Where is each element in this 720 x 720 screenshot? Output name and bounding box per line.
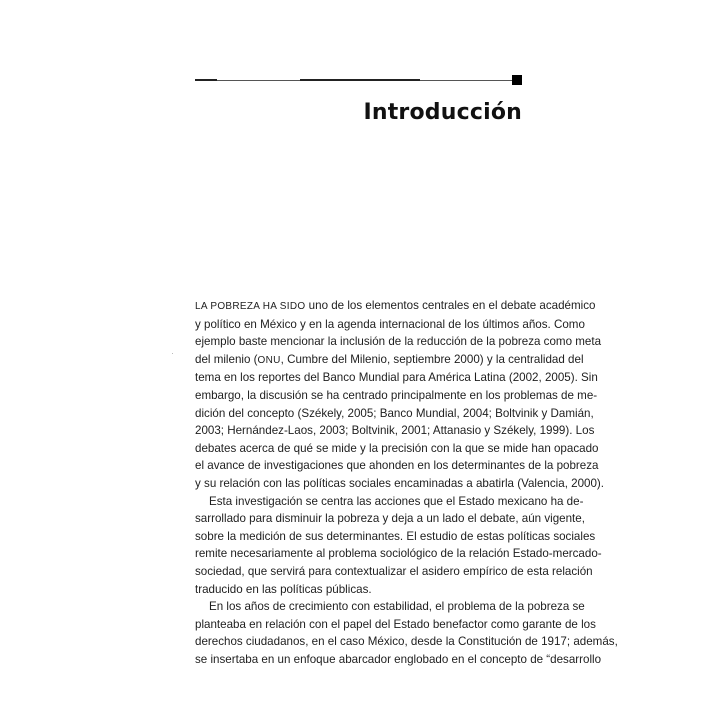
text-line: dición del concepto (Székely, 2005; Banco Mundial, 2004; Boltvinik y Damián,: [195, 406, 594, 420]
text-line: sobre la medición de sus determinantes. El estudio de estas políticas sociales: [195, 529, 596, 543]
text-line: ejemplo baste mencionar la inclusión de la reducción de la pobreza como meta: [195, 335, 602, 349]
paragraph-1: [195, 297, 605, 493]
text-line: LA POBREZA HA SIDO uno de los elementos centrales en el debate académico: [195, 299, 596, 312]
header-rule-square-marker: [512, 75, 522, 85]
text-line: sociedad, que servirá para contextualizar el asidero empírico de esta relación: [195, 564, 593, 578]
text-line: derechos ciudadanos, en el caso México, desde la Constitución de 1917; además,: [195, 635, 618, 649]
text-line: planteaba en relación con el papel del Estado benefactor como garante de los: [195, 617, 596, 631]
header-rule-segment: [300, 79, 420, 81]
text-line: 2003; Hernández-Laos, 2003; Boltvinik, 2001; Attanasio y Székely, 1999). Los: [195, 424, 595, 438]
text-line: Esta investigación se centra las acciones que el Estado mexicano ha de-: [209, 494, 584, 508]
text-line: y su relación con las políticas sociales encaminadas a abatirla (Valencia, 2000).: [195, 476, 605, 490]
chapter-body: [195, 297, 618, 668]
text-line: embargo, la discusión se ha centrado principalmente en los problemas de me-: [195, 388, 598, 402]
text-line: En los años de crecimiento con estabilidad, el problema de la pobreza se: [209, 600, 585, 614]
text-line: debates acerca de qué se mide y la precisión con la que se mide han opacado: [195, 441, 599, 455]
text-line: traducido en las políticas públicas.: [195, 582, 372, 596]
text-line: remite necesariamente al problema sociológico de la relación Estado-mercado-: [195, 547, 602, 561]
lead-smallcaps: LA POBREZA HA SIDO: [195, 301, 306, 312]
text-line: y político en México y en la agenda internacional de los últimos años. Como: [195, 317, 585, 331]
paragraph-3: [195, 598, 618, 668]
text-line: del milenio (ONU, Cumbre del Milenio, septiembre 2000) y la centralidad del: [195, 352, 584, 366]
text-line: el avance de investigaciones que ahonden en los determinantes de la pobreza: [195, 459, 599, 473]
scan-speck: [172, 353, 173, 354]
header-rule-segment: [195, 79, 217, 81]
text-line: sarrollado para disminuir la pobreza y deja a un lado el debate, aún vigente,: [195, 512, 585, 526]
abbreviation-onu: ONU: [257, 354, 281, 366]
chapter-title: Introducción: [363, 100, 522, 125]
text-line: tema en los reportes del Banco Mundial para América Latina (2002, 2005). Sin: [195, 371, 598, 385]
paragraph-2: [195, 493, 602, 599]
text-line: se insertaba en un enfoque abarcador englobado en el concepto de “desarrollo: [195, 652, 602, 666]
